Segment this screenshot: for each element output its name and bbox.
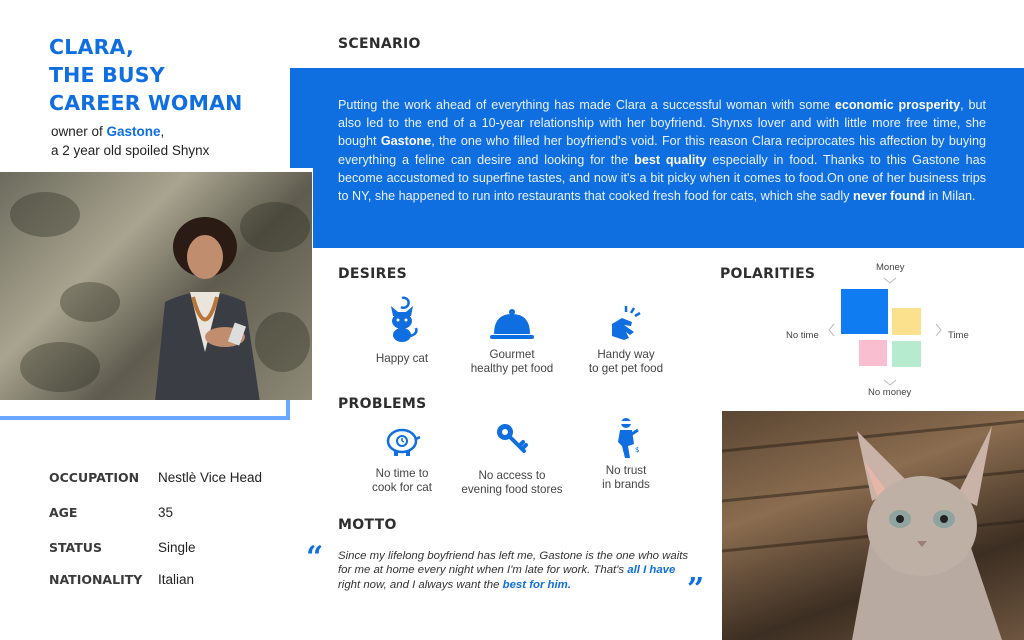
subtitle-prefix: owner of xyxy=(51,124,107,139)
svg-text:$: $ xyxy=(635,446,640,454)
problem-no-time xyxy=(342,423,462,495)
motto-heading: MOTTO xyxy=(338,517,397,533)
fact-value: Italian xyxy=(158,572,195,587)
happy-cat-icon xyxy=(382,294,422,344)
scenario-heading: SCENARIO xyxy=(338,36,421,52)
scenario-highlight: economic prosperity xyxy=(834,98,961,112)
motto-text xyxy=(338,549,698,592)
hand-pointing-icon xyxy=(604,302,648,344)
subtitle-line2: a 2 year old spoiled Shynx xyxy=(51,143,210,158)
polarity-square-no-money-time xyxy=(892,341,921,367)
problem-label: No trust in brands xyxy=(602,464,650,491)
persona-subtitle xyxy=(51,122,209,160)
fact-value: 35 xyxy=(158,505,174,520)
open-quote-icon: “ xyxy=(306,540,324,575)
cat-photo xyxy=(722,411,1024,640)
scenario-highlight: best quality xyxy=(634,152,707,167)
persona-photo-frame xyxy=(0,172,313,417)
sphynx-cat-figure xyxy=(722,411,1024,640)
motto-segment: right now, and I always want the xyxy=(338,578,503,591)
problem-no-access xyxy=(452,421,572,497)
scenario-segment: Putting the work ahead of everything has made Clara a successful woman with some xyxy=(338,98,835,112)
desire-happy-cat xyxy=(342,294,462,366)
desires-heading: DESIRES xyxy=(338,266,408,282)
close-quote-icon: ” xyxy=(687,572,705,607)
polarity-square-money-time xyxy=(892,308,921,335)
polarity-square-no-money-no-time xyxy=(859,340,887,366)
desire-gourmet-food xyxy=(452,304,572,376)
persona-title-line: CLARA, xyxy=(49,35,134,59)
scenario-highlight: never found xyxy=(853,189,926,204)
problems-heading: PROBLEMS xyxy=(338,396,427,412)
fact-value: Nestlè Vice Head xyxy=(158,470,263,485)
fact-key: OCCUPATION xyxy=(49,470,140,485)
desire-handy-way xyxy=(566,302,686,376)
motto-highlight: all I have xyxy=(627,564,676,577)
polarity-right-label: Time xyxy=(948,330,969,341)
fact-key: AGE xyxy=(49,505,78,520)
persona-photo xyxy=(0,172,312,400)
desire-label: Handy way to get pet food xyxy=(588,348,664,375)
scenario-segment: , but also led to the end of a 10-year relationship with her boyfriend. Shynxs lover and with little more free time, she bought xyxy=(338,98,986,149)
scenario-highlight: Gastone xyxy=(380,134,432,149)
motto-highlight: best for him. xyxy=(502,578,571,591)
polarity-bottom-label: No money xyxy=(868,387,912,398)
motto-segment: Since my lifelong boyfriend has left me, Gastone is the one who waits for me at home every night when I'm late for work. That's xyxy=(338,550,689,577)
persona-title-line: THE BUSY xyxy=(49,63,165,87)
desire-label: Gourmet healthy pet food xyxy=(470,348,554,375)
problem-no-trust xyxy=(566,416,686,492)
cloche-icon xyxy=(487,304,537,344)
fact-row-status xyxy=(49,540,309,560)
fact-row-occupation xyxy=(49,470,309,490)
polarities-heading: POLARITIES xyxy=(720,266,816,282)
scenario-text xyxy=(338,96,986,205)
fact-key: NATIONALITY xyxy=(49,572,143,587)
key-icon xyxy=(492,421,532,459)
polarity-square-money-no-time xyxy=(841,289,888,334)
woman-figure xyxy=(135,212,275,400)
problem-label: No access to evening food stores xyxy=(461,469,563,496)
pet-name: Gastone xyxy=(106,124,161,139)
persona-title-line: CAREER WOMAN xyxy=(49,91,243,115)
fact-key: STATUS xyxy=(49,540,102,555)
scenario-segment: especially in food. Thanks to this Gastone has become accustomed to superfine tastes, and now it's a bit picky when it comes to food.On one of her business trips to NY, she happened to run into restaurants that cooked fresh food for cats, which she sadly xyxy=(338,152,986,204)
desire-label: Happy cat xyxy=(375,352,429,365)
problem-label: No time to cook for cat xyxy=(372,467,432,494)
polarity-left-label: No time xyxy=(786,330,819,341)
fact-value: Single xyxy=(158,540,196,555)
fact-row-nationality xyxy=(49,572,309,592)
persona-title xyxy=(49,33,243,117)
polarity-top-label: Money xyxy=(876,262,905,273)
subtitle-suffix: , xyxy=(160,124,165,139)
masked-figure-icon xyxy=(606,416,646,460)
piggy-bank-icon xyxy=(382,423,422,459)
scenario-segment: , the one who filled her boyfriend's void. For this reason Clara reciprocates his affection by buying everything a feline can desire and looking for the xyxy=(338,134,986,167)
scenario-segment: in Milan. xyxy=(925,189,976,204)
fact-row-age xyxy=(49,505,309,525)
